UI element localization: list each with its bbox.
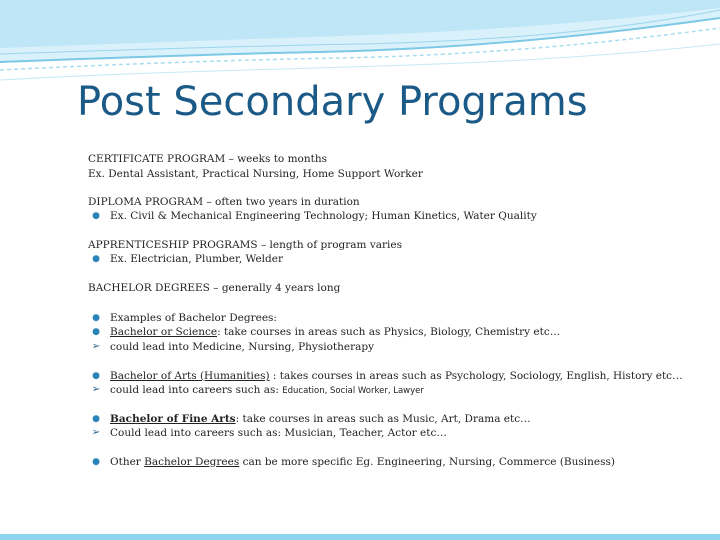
certificate-heading: CERTIFICATE PROGRAM bbox=[88, 153, 226, 165]
bachelor-arts-rest: : takes courses in areas such as Psychology, Sociology, English, History etc… bbox=[269, 370, 683, 382]
bachelor-fine-arts-lead: Could lead into careers such as: Musician, Teacher, Actor etc… bbox=[110, 427, 447, 439]
certificate-heading-rest: – weeks to months bbox=[225, 153, 327, 165]
diploma-heading: DIPLOMA PROGRAM bbox=[88, 196, 204, 208]
bachelor-arts-item bbox=[88, 369, 683, 383]
apprenticeship-heading-rest: – length of program varies bbox=[257, 239, 402, 251]
page-title: Post Secondary Programs bbox=[77, 79, 588, 125]
bachelor-fine-arts-lead-item bbox=[88, 426, 447, 440]
apprenticeship-bullet-item bbox=[88, 252, 283, 266]
bachelor-science-lead: could lead into Medicine, Nursing, Physiotherapy bbox=[110, 341, 375, 353]
bullet-dot-icon: ● bbox=[92, 371, 100, 381]
bullet-dot-icon: ● bbox=[92, 254, 100, 264]
apprenticeship-heading-line bbox=[88, 238, 402, 252]
diploma-bullet-text: Ex. Civil & Mechanical Engineering Technology; Human Kinetics, Water Quality bbox=[110, 210, 537, 222]
bachelor-arts-lead-item bbox=[88, 383, 424, 398]
bullet-dot-icon: ● bbox=[92, 414, 100, 424]
arrow-bullet-icon: ➢ bbox=[91, 341, 101, 352]
bachelor-heading-rest: – generally 4 years long bbox=[209, 282, 341, 294]
bachelor-other-rest: can be more specific Eg. Engineering, Nursing, Commerce (Business) bbox=[239, 456, 615, 468]
bullet-dot-icon: ● bbox=[92, 457, 100, 467]
bachelor-examples-text: Examples of Bachelor Degrees: bbox=[110, 312, 277, 324]
certificate-heading-line bbox=[88, 152, 327, 166]
diploma-heading-rest: – often two years in duration bbox=[203, 196, 360, 208]
bachelor-science-lead-item bbox=[88, 340, 374, 354]
apprenticeship-bullet-text: Ex. Electrician, Plumber, Welder bbox=[110, 253, 283, 265]
bullet-dot-icon: ● bbox=[92, 327, 100, 337]
bachelor-other-link[interactable]: Bachelor Degrees bbox=[144, 456, 240, 468]
bachelor-arts-lead-main: could lead into careers such as: bbox=[110, 384, 283, 396]
bachelor-arts-lead-small: Education, Social Worker, Lawyer bbox=[282, 386, 424, 396]
bachelor-science-rest: : take courses in areas such as Physics, Biology, Chemistry etc… bbox=[217, 326, 561, 338]
bullet-dot-icon: ● bbox=[92, 313, 100, 323]
bullet-dot-icon: ● bbox=[92, 211, 100, 221]
bachelor-science-link[interactable]: Bachelor or Science bbox=[110, 326, 218, 338]
arrow-bullet-icon: ➢ bbox=[91, 427, 101, 438]
bachelor-fine-arts-rest: : take courses in areas such as Music, Art, Drama etc… bbox=[235, 413, 531, 425]
bachelor-arts-link[interactable]: Bachelor of Arts (Humanities) bbox=[110, 370, 270, 382]
certificate-example: Ex. Dental Assistant, Practical Nursing, Home Support Worker bbox=[88, 168, 423, 180]
bachelor-heading: BACHELOR DEGREES bbox=[88, 282, 210, 294]
bachelor-examples-item bbox=[88, 311, 277, 325]
arrow-bullet-icon: ➢ bbox=[91, 384, 101, 395]
diploma-bullet-item bbox=[88, 209, 537, 223]
bachelor-fine-arts-link[interactable]: Bachelor of Fine Arts bbox=[110, 413, 236, 425]
bachelor-other-item bbox=[88, 455, 615, 469]
bachelor-science-item bbox=[88, 325, 560, 339]
bottom-accent-bar bbox=[0, 534, 720, 540]
apprenticeship-heading: APPRENTICESHIP PROGRAMS bbox=[88, 239, 258, 251]
bachelor-other-pre: Other bbox=[110, 456, 145, 468]
diploma-heading-line bbox=[88, 195, 360, 209]
bachelor-heading-line bbox=[88, 281, 340, 295]
bachelor-fine-arts-item bbox=[88, 412, 531, 426]
